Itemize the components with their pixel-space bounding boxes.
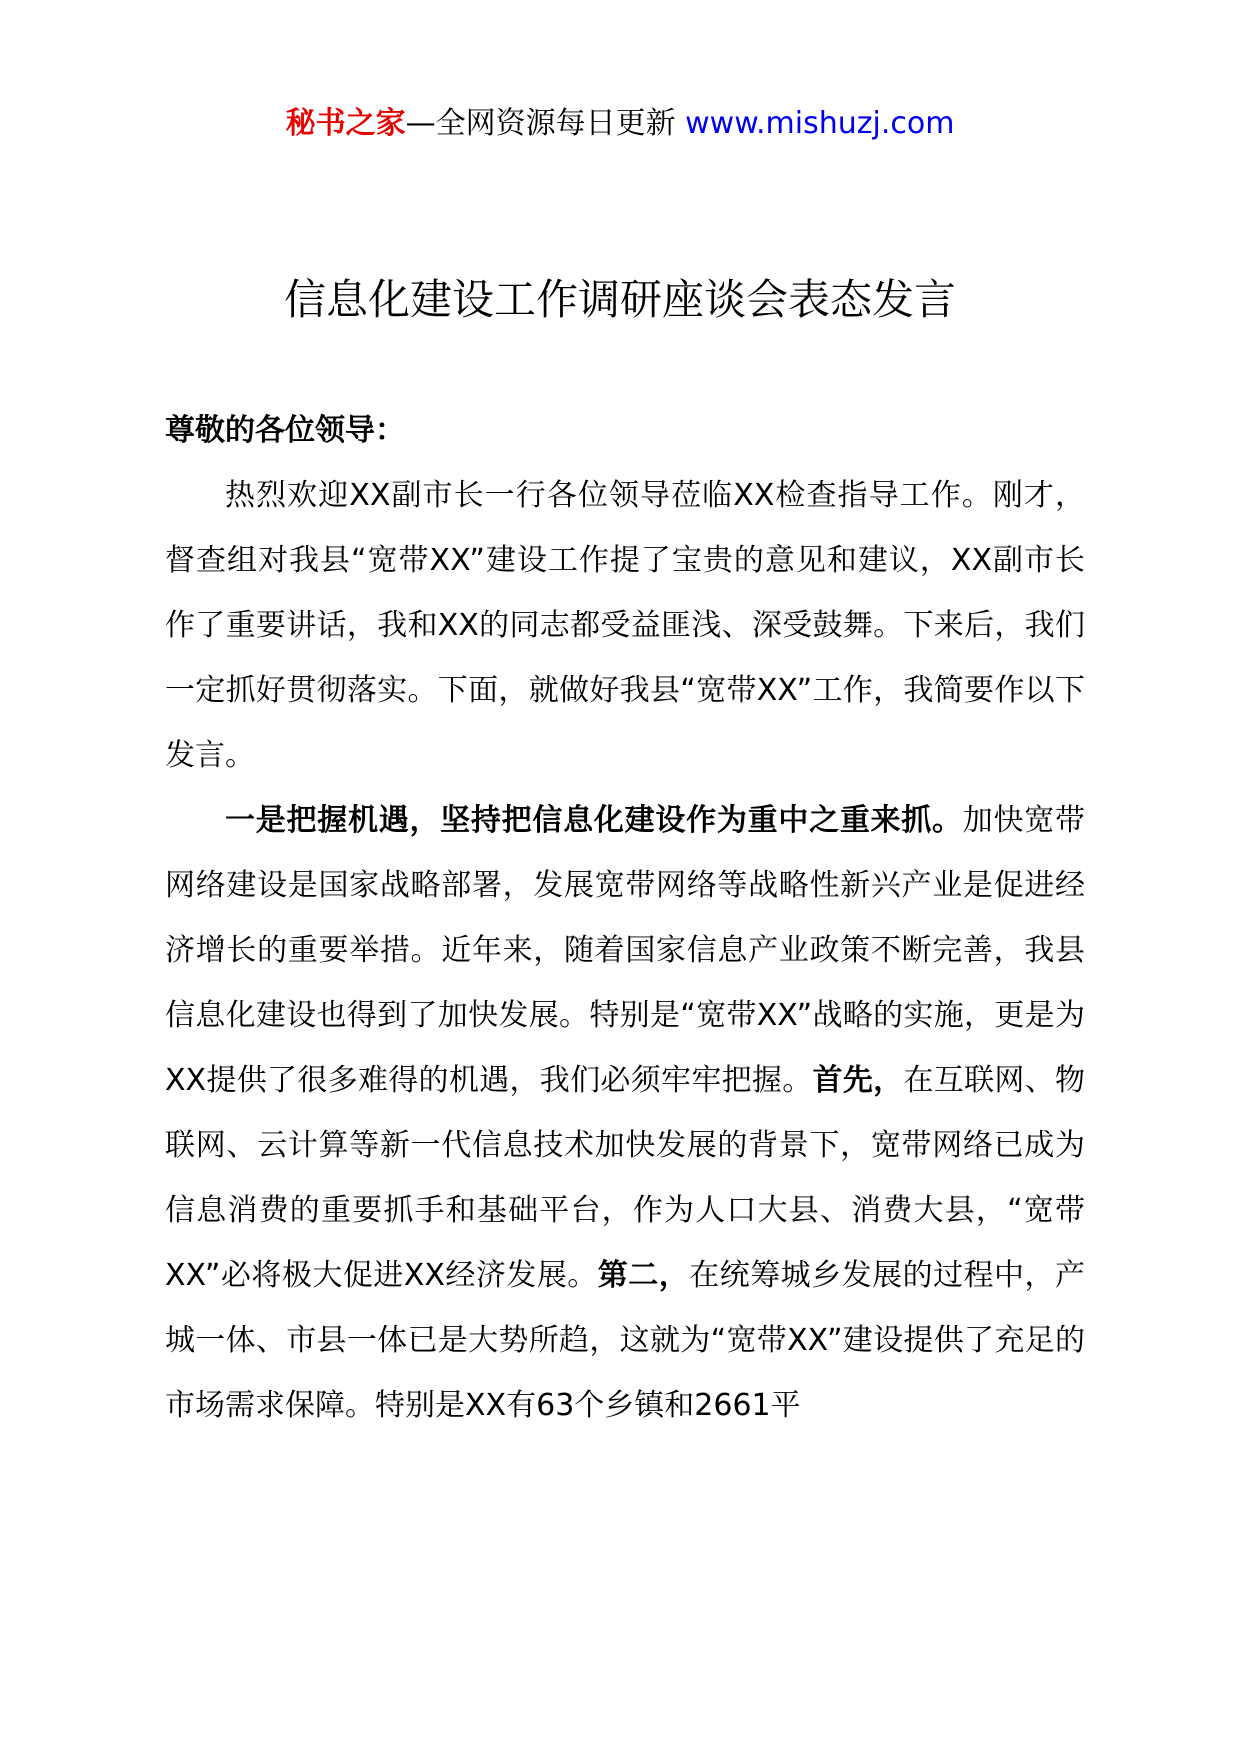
paragraph-1: 热烈欢迎XX副市长一行各位领导莅临XX检查指导工作。刚才，督查组对我县“宽带XX”建设工作提了宝贵的意见和建议，XX副市长作了重要讲话，我和XX的同志都受益匪浅、深受鼓舞。下来后，我们一定抓好贯彻落实。下面，就做好我县“宽带XX”工作，我简要作以下发言。 (165, 478, 1085, 773)
paragraph-2 (165, 788, 1085, 1438)
document-title: 信息化建设工作调研座谈会表态发言 (283, 275, 956, 324)
marker-first: 首先， (812, 1063, 904, 1098)
site-url-link[interactable]: www.mishuzj.com (685, 106, 955, 141)
paragraph-2-lead: 一是把握机遇，坚持把信息化建设作为重中之重来抓。 (225, 803, 963, 838)
document-body (165, 398, 1085, 1438)
site-header (0, 104, 1240, 144)
site-slogan: —全网资源每日更新 (405, 106, 686, 141)
salutation: 尊敬的各位领导： (165, 413, 405, 448)
paragraph-2-part2: 在互联网、物联网、云计算等新一代信息技术加快发展的背景下，宽带网络已成为信息消费的重要抓手和基础平台，作为人口大县、消费大县，“宽带XX”必将极大促进XX经济发展。 (165, 1063, 1086, 1293)
paragraph-2-part3: 在统筹城乡发展的过程中，产城一体、市县一体已是大势所趋，这就为“宽带XX”建设提供了充足的市场需求保障。特别是XX有63个乡镇和2661平 (165, 1258, 1085, 1423)
marker-second: 第二， (597, 1258, 690, 1293)
paragraph-2-part1: 加快宽带网络建设是国家战略部署，发展宽带网络等战略性新兴产业是促进经济增长的重要举措。近年来，随着国家信息产业政策不断完善，我县信息化建设也得到了加快发展。特别是“宽带XX”战略的实施，更是为XX提供了很多难得的机遇，我们必须牢牢把握。 (165, 803, 1086, 1098)
site-name: 秘书之家 (285, 106, 406, 141)
